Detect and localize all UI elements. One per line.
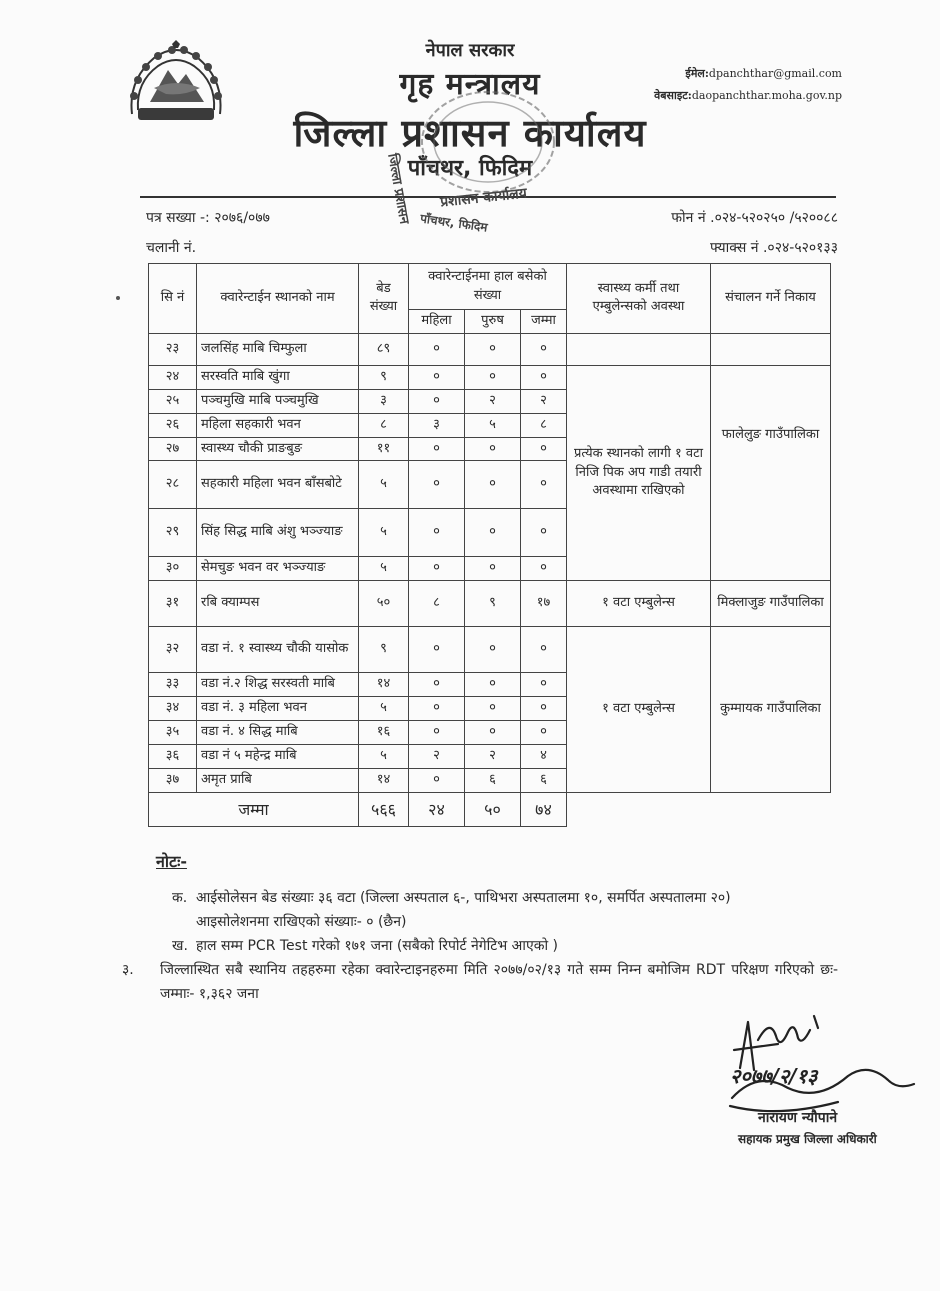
notes-title: नोटः- <box>156 852 187 871</box>
cell-health-empty <box>567 333 711 365</box>
group1-health: प्रत्येक स्थानको लागी १ वटा निजि पिक अप गाडी तयारी अवस्थामा राखिएको <box>567 365 711 580</box>
cell-total: २ <box>521 389 567 413</box>
cell-beds: १४ <box>359 768 409 792</box>
cell-total: ८ <box>521 413 567 437</box>
cell-total: ० <box>521 673 567 697</box>
cell-total: ० <box>521 333 567 365</box>
cell-total: १७ <box>521 581 567 627</box>
cell-total: ० <box>521 557 567 581</box>
cell-beds: ५ <box>359 744 409 768</box>
cell-female: ० <box>409 509 465 557</box>
stamp-text-2: प्रशासन कार्यालय <box>439 185 528 211</box>
cell-male: ० <box>465 557 521 581</box>
cell-beds: ८९ <box>359 333 409 365</box>
cell-name: सहकारी महिला भवन बाँसबोटे <box>197 461 359 509</box>
table-row <box>149 581 831 627</box>
note-c-label: ३. <box>122 961 134 978</box>
note-c-line: जिल्लास्थित सबै स्थानिय तहहरुमा रहेका क्वारेन्टाइनहरुमा मिति २०७७/०२/१३ गते सम्म निम्न बमोजिम RDT परिक्षण गरिएको छः- जम्माः- १,३६२ जना <box>160 961 838 1002</box>
cell-sn: ३२ <box>149 627 197 673</box>
note-b-line: हाल सम्म PCR Test गरेको १७१ जना (सबैको रिपोर्ट नेगेटिभ आएको ) <box>196 937 558 954</box>
signatory-name: नारायण न्यौपाने <box>758 1110 838 1126</box>
cell-sn: ३४ <box>149 697 197 721</box>
cell-sn: २८ <box>149 461 197 509</box>
cell-male: ० <box>465 509 521 557</box>
cell-sn: ३७ <box>149 768 197 792</box>
email-line <box>685 66 842 81</box>
totals-female: २४ <box>409 792 465 826</box>
email-label: ईमेल: <box>685 67 709 80</box>
cell-sn: ३३ <box>149 673 197 697</box>
cell-beds: ११ <box>359 437 409 461</box>
signature-date: २०७७/२/१३ <box>730 1064 818 1088</box>
cell-male: ० <box>465 697 521 721</box>
website-line <box>654 88 842 103</box>
totals-beds: ५६६ <box>359 792 409 826</box>
cell-female: ० <box>409 333 465 365</box>
header-female: महिला <box>409 310 465 334</box>
cell-name: सेमचुङ भवन वर भञ्ज्याङ <box>197 557 359 581</box>
totals-total: ७४ <box>521 792 567 826</box>
cell-sn: ३० <box>149 557 197 581</box>
header-agency: संचालन गर्ने निकाय <box>711 264 831 334</box>
totals-row <box>149 792 831 826</box>
note-c <box>122 958 838 1006</box>
group2-agency: मिक्लाजुङ गाउँपालिका <box>711 581 831 627</box>
cell-total: ० <box>521 365 567 389</box>
cell-beds: ५ <box>359 461 409 509</box>
website-label: वेबसाइट: <box>654 89 692 102</box>
cell-beds: ५० <box>359 581 409 627</box>
totals-blank <box>567 792 711 826</box>
cell-female: ० <box>409 673 465 697</box>
cell-name: स्वास्थ्य चौकी प्राङबुङ <box>197 437 359 461</box>
cell-name: महिला सहकारी भवन <box>197 413 359 437</box>
cell-name: वडा नं.२ शिद्ध सरस्वती माबि <box>197 673 359 697</box>
cell-beds: ५ <box>359 697 409 721</box>
cell-female: ० <box>409 389 465 413</box>
group3-agency: कुम्मायक गाउँपालिका <box>711 627 831 792</box>
header-sn: सि नं <box>149 264 197 334</box>
cell-total: ० <box>521 627 567 673</box>
cell-total: ६ <box>521 768 567 792</box>
cell-name: जलसिंह माबि चिम्फुला <box>197 333 359 365</box>
cell-beds: ५ <box>359 557 409 581</box>
stamp-text-3: पाँचथर, फिदिम <box>419 211 489 235</box>
cell-total: ० <box>521 697 567 721</box>
notes-section <box>122 848 850 1006</box>
cell-male: ० <box>465 627 521 673</box>
table-row <box>149 333 831 365</box>
cell-sn: ३१ <box>149 581 197 627</box>
website-address: daopanchthar.moha.gov.np <box>691 89 842 102</box>
cell-male: ५ <box>465 413 521 437</box>
office-location: पाँचथर, फिदिम <box>407 156 533 181</box>
cell-male: ९ <box>465 581 521 627</box>
group2-health: १ वटा एम्बुलेन्स <box>567 581 711 627</box>
cell-sn: २४ <box>149 365 197 389</box>
cell-male: २ <box>465 389 521 413</box>
reference-number: पत्र सख्या -: २०७६/०७७ <box>146 210 270 226</box>
header-male: पुरुष <box>465 310 521 334</box>
header-row <box>149 264 831 310</box>
cell-male: ० <box>465 333 521 365</box>
cell-agency-empty <box>711 333 831 365</box>
cell-sn: २३ <box>149 333 197 365</box>
government-name: नेपाल सरकार <box>425 40 515 61</box>
cell-beds: १६ <box>359 720 409 744</box>
cell-name: वडा नं. ४ सिद्ध माबि <box>197 720 359 744</box>
note-a-line1: आईसोलेसन बेड संख्याः ३६ वटा (जिल्ला अस्पताल ६-, पाथिभरा अस्पतालमा १०, समर्पित अस्पतालमा २०) <box>196 889 731 906</box>
cell-male: २ <box>465 744 521 768</box>
cell-beds: ३ <box>359 389 409 413</box>
cell-sn: ३६ <box>149 744 197 768</box>
cell-female: ० <box>409 720 465 744</box>
cell-total: ४ <box>521 744 567 768</box>
group1-agency: फालेलुङ गाउँपालिका <box>711 365 831 580</box>
note-b-label: ख. <box>172 937 188 954</box>
office-name: जिल्ला प्रशासन कार्यालय <box>293 111 647 155</box>
note-a-label: क. <box>172 889 188 906</box>
cell-female: ० <box>409 697 465 721</box>
totals-male: ५० <box>465 792 521 826</box>
cell-name: रबि क्याम्पस <box>197 581 359 627</box>
email-address: dpanchthar@gmail.com <box>708 67 842 80</box>
cell-female: ० <box>409 557 465 581</box>
cell-male: ६ <box>465 768 521 792</box>
cell-total: ० <box>521 509 567 557</box>
table-row <box>149 627 831 673</box>
cell-male: ० <box>465 365 521 389</box>
cell-beds: ८ <box>359 413 409 437</box>
cell-name: अमृत प्राबि <box>197 768 359 792</box>
totals-label: जम्मा <box>149 792 359 826</box>
cell-total: ० <box>521 720 567 744</box>
ministry-name: गृह मन्त्रालय <box>399 67 541 102</box>
cell-sn: २६ <box>149 413 197 437</box>
cell-male: ० <box>465 461 521 509</box>
dispatch-number: चलानी नं. <box>146 240 197 256</box>
cell-female: ० <box>409 461 465 509</box>
cell-female: ० <box>409 437 465 461</box>
cell-sn: ३५ <box>149 720 197 744</box>
quarantine-table <box>148 263 831 827</box>
cell-female: ३ <box>409 413 465 437</box>
group3-health: १ वटा एम्बुलेन्स <box>567 627 711 792</box>
signatory-title: सहायक प्रमुख जिल्ला अधिकारी <box>738 1132 877 1146</box>
cell-female: ० <box>409 627 465 673</box>
cell-female: ० <box>409 365 465 389</box>
note-a <box>150 886 850 934</box>
cell-female: ० <box>409 768 465 792</box>
cell-total: ० <box>521 461 567 509</box>
cell-total: ० <box>521 437 567 461</box>
table-row <box>149 365 831 389</box>
header-health: स्वास्थ्य कर्मी तथा एम्बुलेन्सको अवस्था <box>567 264 711 334</box>
cell-name: सरस्वति माबि खुंगा <box>197 365 359 389</box>
stamp-text-1: जिल्ला प्रशासन <box>384 152 412 226</box>
cell-beds: ९ <box>359 365 409 389</box>
cell-sn: २९ <box>149 509 197 557</box>
note-a-line2: आइसोलेशनमा राखिएको संख्याः- ० (छैन) <box>196 913 407 930</box>
cell-male: ० <box>465 720 521 744</box>
cell-name: वडा नं. ३ महिला भवन <box>197 697 359 721</box>
fax-number: फ्याक्स नं .०२४-५२०१३३ <box>710 240 838 256</box>
header-beds: बेड संख्या <box>359 264 409 334</box>
totals-blank <box>711 792 831 826</box>
note-b <box>150 934 850 958</box>
header-name: क्वारेन्टाईन स्थानको नाम <box>197 264 359 334</box>
header-current: क्वारेन्टाईनमा हाल बसेको संख्या <box>409 264 567 310</box>
margin-mark <box>116 296 120 300</box>
cell-name: वडा नं. १ स्वास्थ्य चौकी यासोक <box>197 627 359 673</box>
phone-number: फोन नं .०२४-५२०२५० /५२००८८ <box>671 210 838 226</box>
cell-name: पञ्चमुखि माबि पञ्चमुखि <box>197 389 359 413</box>
cell-sn: २५ <box>149 389 197 413</box>
cell-female: ८ <box>409 581 465 627</box>
cell-male: ० <box>465 673 521 697</box>
cell-beds: १४ <box>359 673 409 697</box>
cell-female: २ <box>409 744 465 768</box>
cell-beds: ५ <box>359 509 409 557</box>
cell-sn: २७ <box>149 437 197 461</box>
header-total: जम्मा <box>521 310 567 334</box>
cell-name: वडा नं ५ महेन्द्र माबि <box>197 744 359 768</box>
cell-male: ० <box>465 437 521 461</box>
cell-name: सिंह सिद्ध माबि अंशु भञ्ज्याङ <box>197 509 359 557</box>
cell-beds: ९ <box>359 627 409 673</box>
